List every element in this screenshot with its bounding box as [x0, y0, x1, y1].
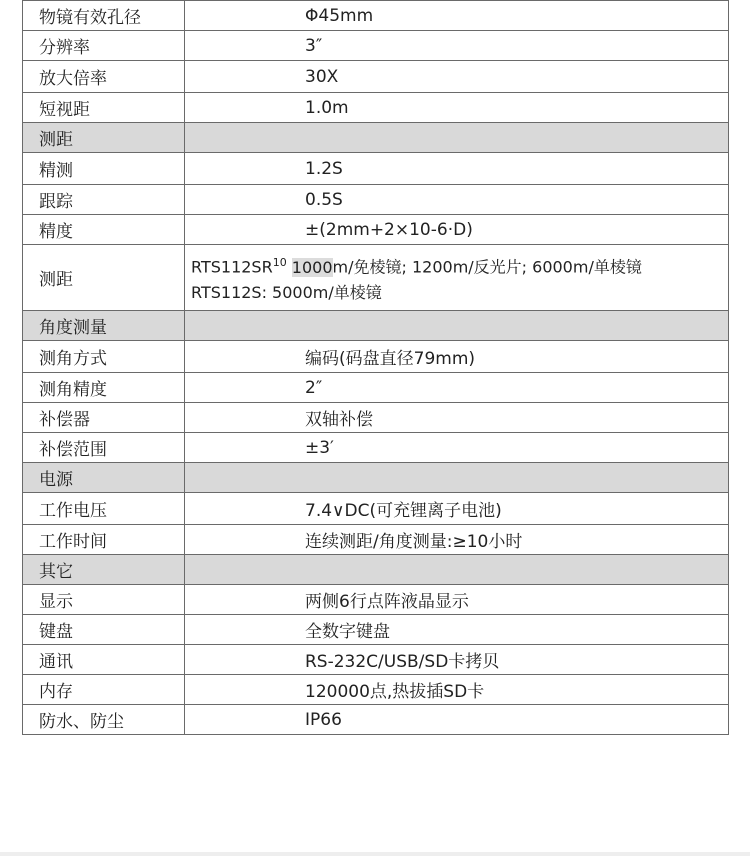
- section-title: 角度测量: [23, 311, 185, 341]
- row-label: 工作时间: [23, 525, 185, 555]
- model-superscript: 10: [272, 256, 287, 270]
- row-value: RS-232C/USB/SD卡拷贝: [185, 645, 729, 675]
- row-value: Φ45mm: [185, 1, 729, 31]
- row-value: 1.0m: [185, 93, 729, 123]
- row-value: 全数字键盘: [185, 615, 729, 645]
- row-label: 通讯: [23, 645, 185, 675]
- section-filler: [185, 123, 729, 153]
- row-label: 补偿范围: [23, 433, 185, 463]
- row-label: 显示: [23, 585, 185, 615]
- table-row: [23, 245, 729, 311]
- row-value: 1.2S: [185, 153, 729, 185]
- table-row: [23, 403, 729, 433]
- table-row: [23, 31, 729, 61]
- section-row: [23, 463, 729, 493]
- row-label: 补偿器: [23, 403, 185, 433]
- range-line-1-rest: m/免棱镜; 1200m/反光片; 6000m/单棱镜: [332, 257, 642, 277]
- section-row: [23, 555, 729, 585]
- section-row: [23, 123, 729, 153]
- table-row: [23, 341, 729, 373]
- row-label: 精测: [23, 153, 185, 185]
- row-value: 两侧6行点阵液晶显示: [185, 585, 729, 615]
- row-label: 测角方式: [23, 341, 185, 373]
- range-line-2: RTS112S: 5000m/单棱镜: [191, 282, 382, 302]
- table-row: [23, 1, 729, 31]
- row-value: IP66: [185, 705, 729, 735]
- row-value: ±(2mm+2×10-6·D): [185, 215, 729, 245]
- table-row: [23, 705, 729, 735]
- row-value: 编码(码盘直径79mm): [185, 341, 729, 373]
- table-row: [23, 525, 729, 555]
- row-label: 分辨率: [23, 31, 185, 61]
- row-value: 30X: [185, 61, 729, 93]
- row-label: 物镜有效孔径: [23, 1, 185, 31]
- row-label: 内存: [23, 675, 185, 705]
- row-value: 双轴补偿: [185, 403, 729, 433]
- row-label: 精度: [23, 215, 185, 245]
- table-row: [23, 645, 729, 675]
- spec-table-body: [23, 1, 729, 735]
- table-row: [23, 433, 729, 463]
- row-value: 连续测距/角度测量:≥10小时: [185, 525, 729, 555]
- table-row: [23, 93, 729, 123]
- row-value: 7.4∨DC(可充锂离子电池): [185, 493, 729, 525]
- row-label: 跟踪: [23, 185, 185, 215]
- table-row: [23, 585, 729, 615]
- row-value: 0.5S: [185, 185, 729, 215]
- row-value: 3″: [185, 31, 729, 61]
- row-label: 测距: [23, 245, 185, 311]
- row-label: 键盘: [23, 615, 185, 645]
- row-label: 防水、防尘: [23, 705, 185, 735]
- section-row: [23, 311, 729, 341]
- section-filler: [185, 555, 729, 585]
- section-title: 其它: [23, 555, 185, 585]
- range-line-1: [191, 250, 728, 279]
- table-row: [23, 185, 729, 215]
- row-value: ±3′: [185, 433, 729, 463]
- section-title: 电源: [23, 463, 185, 493]
- section-filler: [185, 463, 729, 493]
- section-title: 测距: [23, 123, 185, 153]
- row-label: 短视距: [23, 93, 185, 123]
- table-row: [23, 373, 729, 403]
- section-filler: [185, 311, 729, 341]
- row-label: 放大倍率: [23, 61, 185, 93]
- table-row: [23, 61, 729, 93]
- table-row: [23, 675, 729, 705]
- bottom-strip: [0, 852, 750, 856]
- row-value: 2″: [185, 373, 729, 403]
- table-row: [23, 153, 729, 185]
- range-value: [185, 245, 729, 311]
- model-name: RTS112SR: [191, 257, 273, 277]
- row-value: 120000点,热拔插SD卡: [185, 675, 729, 705]
- spec-table: [22, 0, 729, 735]
- highlighted-value: 1000: [291, 257, 333, 277]
- table-row: [23, 215, 729, 245]
- table-row: [23, 615, 729, 645]
- table-row: [23, 493, 729, 525]
- row-label: 工作电压: [23, 493, 185, 525]
- row-label: 测角精度: [23, 373, 185, 403]
